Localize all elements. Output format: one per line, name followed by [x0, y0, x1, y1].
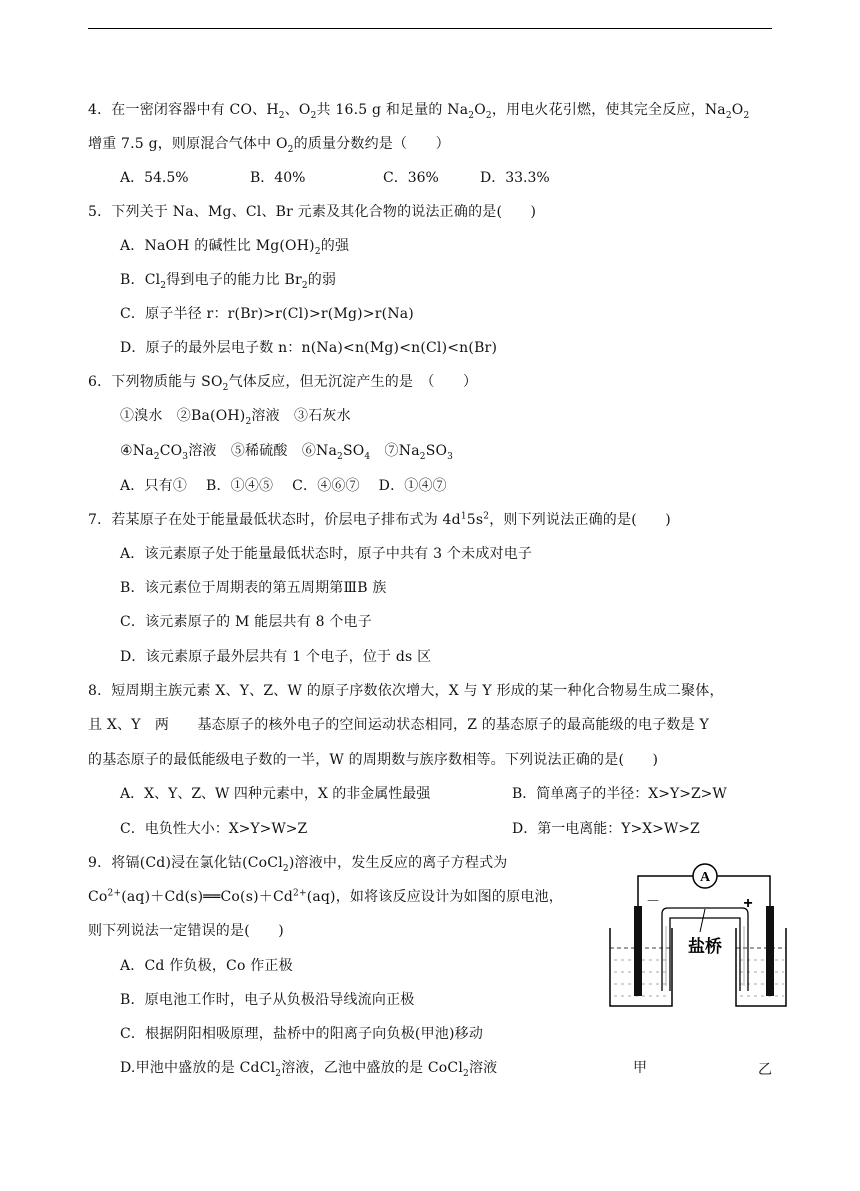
- galvanic-cell-diagram: [600, 856, 790, 1026]
- q5-option-a: A．NaOH 的碱性比 $Mg(OH)_2$的强: [120, 238, 350, 257]
- q5-stem: 5．下列关于 Na、Mg、Cl、Br 元素及其化合物的说法正确的是( ): [88, 204, 537, 220]
- salt-bridge-label: 盐桥: [688, 937, 722, 957]
- q9-option-d: D.甲池中盛放的是 CdCl$_2$溶液，乙池中盛放的是 CoCl$_2$溶液: [120, 1060, 498, 1079]
- minus-sign: －: [646, 893, 660, 909]
- q9-stem-line1: 9．将镉(Cd)浸在氯化钴(CoCl$_2$)溶液中，发生反应的离子方程式为: [88, 855, 508, 874]
- q8-stem-line3: 的基态原子的最低能级电子数的一半，W 的周期数与族序数相等。下列说法正确的是( ): [88, 752, 659, 768]
- q6-choices-row2: $④Na_2CO_3$溶液 ⑤稀硫酸 $⑥Na_2SO_4$ $⑦Na_2SO_3$: [120, 443, 454, 462]
- q9-stem-line3: 则下列说法一定错误的是( ): [88, 923, 284, 939]
- q4-option-b: B．40%: [250, 170, 306, 186]
- q8-stem-line2: 且 X、Y 两 基态原子的核外电子的空间运动状态相同，Z 的基态原子的最高能级的电子数是 Y: [88, 717, 709, 733]
- q8-option-c: C．电负性大小：X>Y>W>Z: [120, 821, 308, 837]
- q6-options: A．只有① B．①④⑤ C．④⑥⑦ D．①④⑦: [120, 478, 447, 494]
- q4-option-c: C．36%: [383, 170, 439, 186]
- q8-option-d: D．第一电离能：Y>X>W>Z: [512, 821, 700, 837]
- q5-option-b: B．$Cl_2$得到电子的能力比 $Br_2$的弱: [120, 272, 337, 291]
- q9-stem-line2: $Co^{2+}(aq)+Cd(s)══Co(s)+Cd^{2+}(aq)$，如将该反应设计为如图的原电池，: [88, 888, 563, 905]
- q4-option-a: A．54.5%: [120, 170, 189, 186]
- left-cell-caption: 甲: [633, 1060, 647, 1076]
- q9-option-a: A．Cd 作负极，Co 作正极: [120, 958, 293, 974]
- q8-option-a: A．X、Y、Z、W 四种元素中，X 的非金属性最强: [120, 786, 431, 802]
- q4-option-d: D．33.3%: [480, 170, 550, 186]
- q7-option-d: D．该元素原子最外层共有 1 个电子，位于 ds 区: [120, 649, 432, 665]
- q4-stem-line1: 4．在一密闭容器中有 CO、$H_2$、$O_2$共 16.5 g 和足量的 $Na_2O_2$，用电火花引燃，使其完全反应，$Na_2O_2$: [88, 102, 750, 121]
- ammeter-label: A: [699, 870, 711, 885]
- q9-option-c: C．根据阴阳相吸原理，盐桥中的阳离子向负极(甲池)移动: [120, 1026, 484, 1042]
- q8-stem-line1: 8．短周期主族元素 X、Y、Z、W 的原子序数依次增大，X 与 Y 形成的某一种化合物易生成二聚体，: [88, 683, 724, 699]
- q6-stem: 6．下列物质能与 $SO_2$气体反应，但无沉淀产生的是 （ ）: [88, 374, 478, 393]
- plus-sign: +: [743, 895, 753, 912]
- q6-choices-row1: ①溴水 $②Ba(OH)_2$溶液 ③石灰水: [120, 408, 351, 427]
- q9-option-b: B．原电池工作时，电子从负极沿导线流向正极: [120, 992, 415, 1008]
- right-electrode: [766, 906, 774, 996]
- q7-stem: 7．若某原子在处于能量最低状态时，价层电子排布式为 $4d^15s^2$，则下列说法正确的是( ): [88, 511, 671, 528]
- right-beaker: [736, 928, 786, 1006]
- right-cell-caption: 乙: [758, 1062, 772, 1078]
- q7-option-c: C．该元素原子的 M 能层共有 8 个电子: [120, 614, 372, 630]
- q5-option-d: D．原子的最外层电子数 n：n(Na)<n(Mg)<n(Cl)<n(Br): [120, 340, 498, 356]
- q7-option-b: B．该元素位于周期表的第五周期第ⅢB 族: [120, 580, 387, 596]
- header-rule: [88, 28, 772, 29]
- left-electrode: [634, 906, 642, 996]
- q7-option-a: A．该元素原子处于能量最低状态时，原子中共有 3 个未成对电子: [120, 546, 533, 562]
- q4-stem-line2: 增重 7.5 g，则原混合气体中 $O_2$的质量分数约是（ ）: [88, 136, 450, 155]
- q8-option-b: B．简单离子的半径：X>Y>Z>W: [512, 786, 727, 802]
- q5-option-c: C．原子半径 r：r(Br)>r(Cl)>r(Mg)>r(Na): [120, 306, 414, 322]
